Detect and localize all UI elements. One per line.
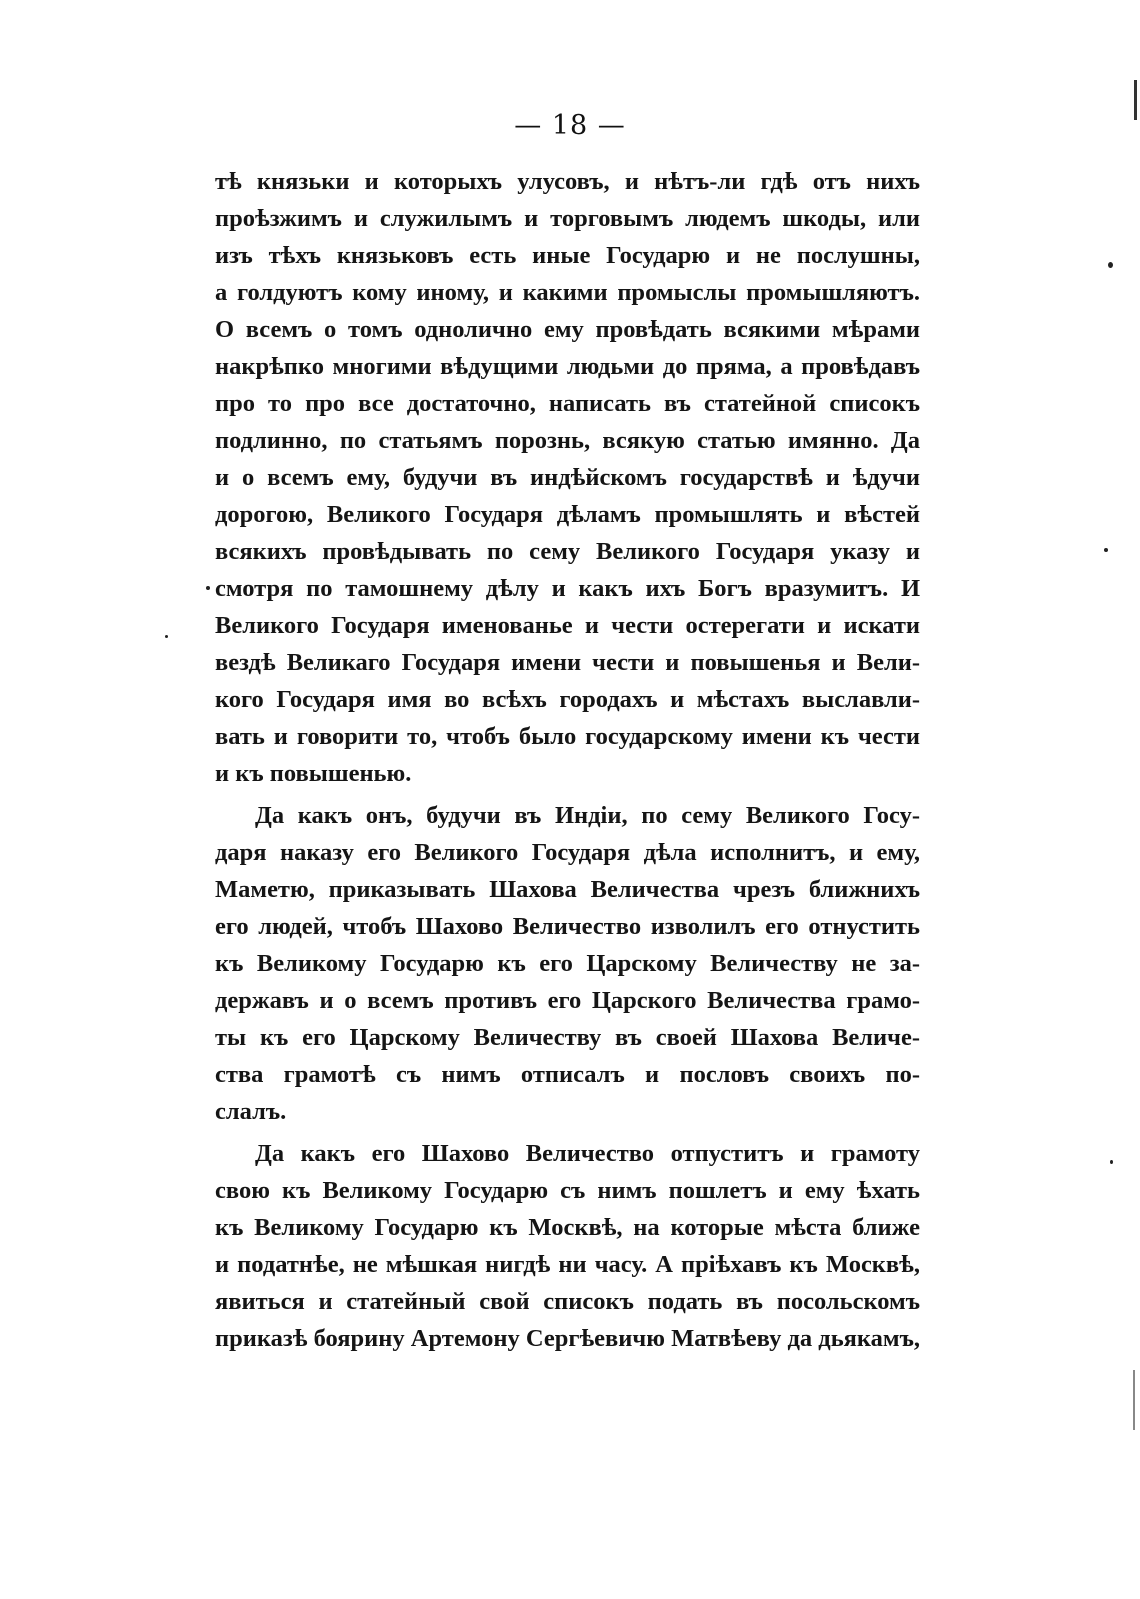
text-line: кого Государя имя во всѣхъ городахъ и мѣстахъ выславли- [215,686,920,713]
text-line: и къ повышенью. [215,760,412,787]
text-line: его людей, чтобъ Шахово Величество изволилъ его отнустить [215,913,920,940]
text-line: свою къ Великому Государю съ нимъ пошлетъ и ему ѣхать [215,1177,920,1204]
text-line: ства грамотѣ съ нимъ отписалъ и пословъ своихъ по- [215,1061,920,1088]
text-line: и податнѣе, не мѣшкая нигдѣ ни часу. А пріѣхавъ къ Москвѣ, [215,1251,920,1278]
text-line: державъ и о всемъ противъ его Царского Величества грамо- [215,987,920,1014]
paragraph [215,163,920,792]
text-line: всякихъ провѣдывать по сему Великого Государя указу и [215,538,920,565]
text-line: а голдуютъ кому иному, и какими промыслы промышляютъ. [215,279,920,306]
scan-speck [1110,1160,1113,1164]
text-line: ты къ его Царскому Величеству въ своей Шахова Величе- [215,1024,920,1051]
text-line: Великого Государя именованье и чести остерегати и искати [215,612,920,639]
text-line: Да какъ его Шахово Величество отпуститъ и грамоту [255,1140,920,1167]
text-line: про то про все достаточно, написать въ статейной списокъ [215,390,920,417]
text-line: вездѣ Великаго Государя имени чести и повышенья и Вели- [215,649,920,676]
text-line: вать и говорити то, чтобъ было государскому имени къ чести [215,723,920,750]
paragraph [215,1135,920,1357]
text-line: къ Великому Государю къ его Царскому Величеству не за- [215,950,920,977]
paragraph [215,797,920,1130]
scan-speck [165,635,168,638]
text-line: проѣзжимъ и служилымъ и торговымъ людемъ шкоды, или [215,205,920,232]
text-line: и о всемъ ему, будучи въ индѣйскомъ государствѣ и ѣдучи [215,464,920,491]
text-line: Маметю, приказывать Шахова Величества чрезъ ближнихъ [215,876,920,903]
text-line: даря наказу его Великого Государя дѣла исполнитъ, и ему, [215,839,920,866]
scan-edge-mark [1133,1370,1135,1430]
text-line: накрѣпко многими вѣдущими людьми до пряма, а провѣдавъ [215,353,920,380]
text-line: приказѣ боярину Артемону Сергѣевичю Матвѣеву да дьякамъ, [215,1325,920,1352]
text-line: слалъ. [215,1098,287,1125]
text-line: дорогою, Великого Государя дѣламъ промышлять и вѣстей [215,501,920,528]
text-line: подлинно, по статьямъ порознь, всякую статью имянно. Да [215,427,920,454]
scan-edge-mark [1134,80,1137,120]
text-line: тѣ князьки и которыхъ улусовъ, и нѣтъ-ли гдѣ отъ нихъ [215,168,920,195]
text-line: явиться и статейный свой списокъ подать въ посольскомъ [215,1288,920,1315]
text-line: смотря по тамошнему дѣлу и какъ ихъ Богъ вразумитъ. И [215,575,920,602]
body-text [215,163,920,1357]
text-line: къ Великому Государю къ Москвѣ, на которые мѣста ближе [215,1214,920,1241]
scan-speck [1104,548,1108,552]
text-line: О всемъ о томъ однолично ему провѣдать всякими мѣрами [215,316,920,343]
scan-speck [206,586,210,590]
text-line: Да какъ онъ, будучи въ Индіи, по сему Великого Госу- [255,802,920,829]
page-number: — 18 — [514,110,626,141]
scan-speck [1108,262,1113,268]
text-line: изъ тѣхъ князьковъ есть иные Государю и не послушны, [215,242,920,269]
